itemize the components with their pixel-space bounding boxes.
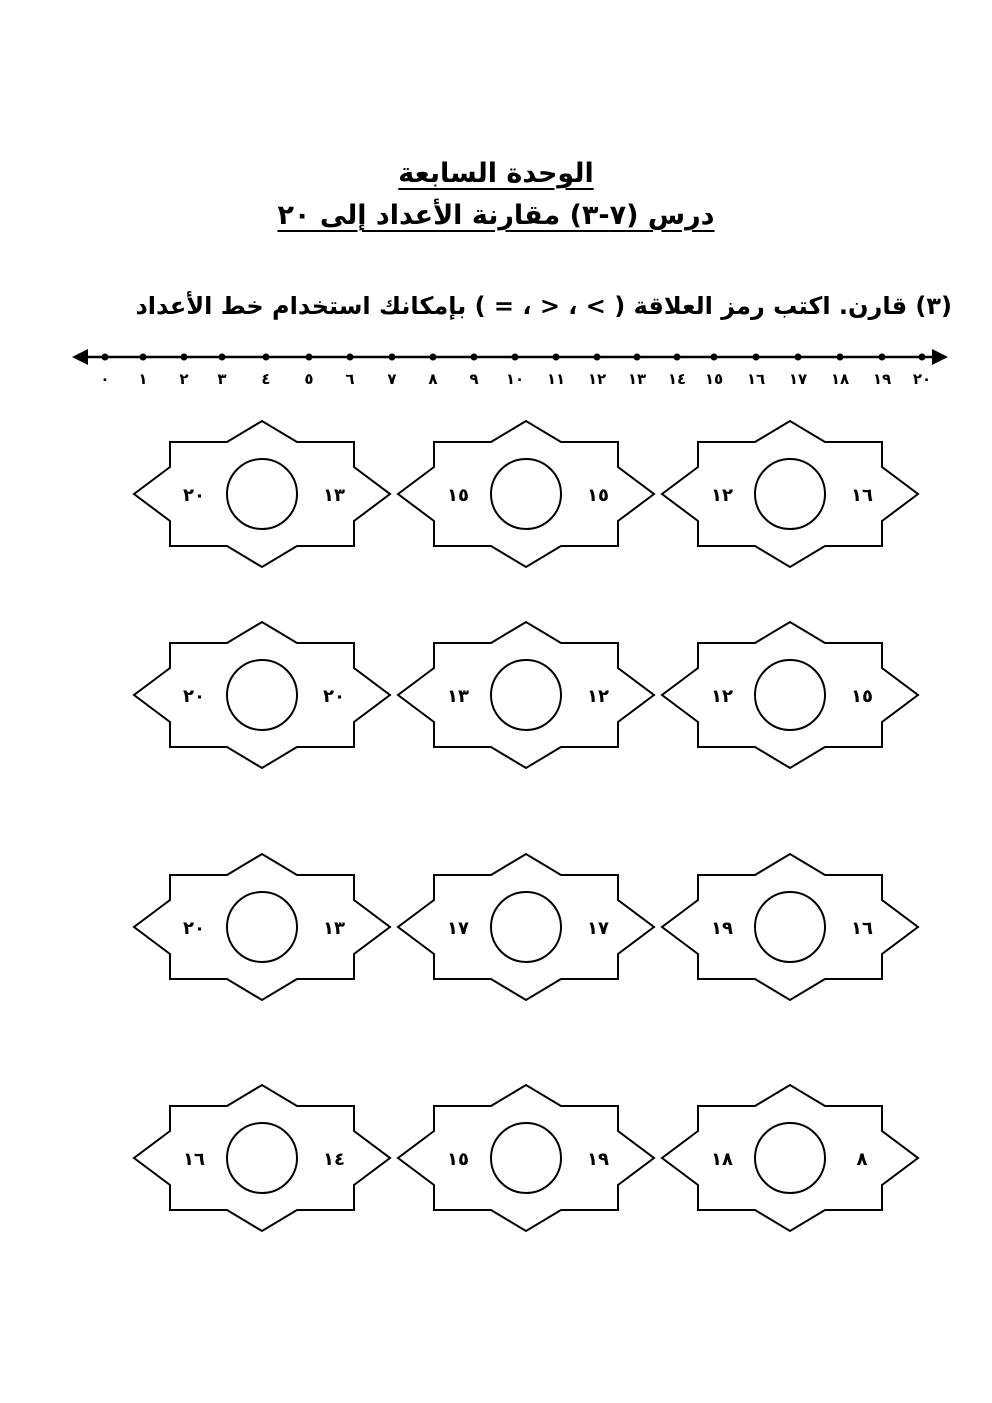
comparison-card (134, 421, 390, 567)
right-number: ٨ (856, 1149, 868, 1170)
left-number: ١٦ (183, 1149, 205, 1170)
number-line-label: ١٥ (704, 370, 724, 388)
number-line-label: ١٤ (667, 370, 687, 388)
arrow-right-icon (932, 349, 948, 365)
number-line-tick (263, 354, 270, 361)
left-number: ١٩ (711, 918, 733, 939)
comparison-card (134, 1085, 390, 1231)
number-line-tick (795, 354, 802, 361)
number-line-label: ٦ (345, 370, 355, 388)
answer-circle[interactable] (227, 660, 297, 730)
left-number: ٢٠ (183, 918, 205, 939)
answer-circle[interactable] (227, 459, 297, 529)
right-number: ١٣ (323, 485, 345, 506)
number-line-tick (634, 354, 641, 361)
comparison-card (398, 622, 654, 768)
number-line-label: ١٨ (830, 370, 850, 388)
left-number: ١٨ (711, 1149, 733, 1170)
left-number: ١٢ (711, 485, 733, 506)
number-line-tick (753, 354, 760, 361)
number-line-label: ٢٠ (912, 370, 932, 388)
answer-circle[interactable] (755, 892, 825, 962)
number-line-tick (919, 354, 926, 361)
comparison-card (398, 421, 654, 567)
number-line-label: ٨ (428, 370, 438, 388)
right-number: ١٤ (323, 1149, 345, 1170)
number-line-label: ٩ (469, 370, 479, 388)
comparison-card (134, 622, 390, 768)
answer-circle[interactable] (491, 459, 561, 529)
number-line-tick (471, 354, 478, 361)
number-line-label: ١٧ (788, 370, 808, 388)
comparison-card (662, 1085, 918, 1231)
number-line-tick (181, 354, 188, 361)
comparison-card (134, 854, 390, 1000)
number-line-tick (837, 354, 844, 361)
right-number: ١٣ (323, 918, 345, 939)
number-line-tick (674, 354, 681, 361)
left-number: ١٢ (711, 686, 733, 707)
number-line (72, 349, 948, 388)
comparison-card (662, 622, 918, 768)
left-number: ٢٠ (183, 485, 205, 506)
comparison-card (398, 1085, 654, 1231)
number-line-label: ٠ (100, 370, 110, 388)
unit-title-text: الوحدة السابعة (398, 158, 594, 189)
left-number: ١٧ (447, 918, 469, 939)
left-number: ١٣ (447, 686, 469, 707)
right-number: ٢٠ (323, 686, 345, 707)
number-line-label: ١٩ (872, 370, 892, 388)
right-number: ١٧ (587, 918, 609, 939)
number-line-label: ٥ (304, 370, 314, 388)
left-number: ١٥ (447, 1149, 469, 1170)
right-number: ١٦ (851, 485, 873, 506)
number-line-label: ١٦ (746, 370, 766, 388)
left-number: ٢٠ (183, 686, 205, 707)
comparison-card (662, 421, 918, 567)
number-line-tick (102, 354, 109, 361)
number-line-label: ١٢ (587, 370, 607, 388)
number-line-tick (430, 354, 437, 361)
number-line-tick (711, 354, 718, 361)
number-line-tick (389, 354, 396, 361)
lesson-title-text: درس (٧-٣) مقارنة الأعداد إلى ٢٠ (277, 200, 715, 231)
number-line-label: ١٣ (627, 370, 647, 388)
number-line-label: ٧ (387, 370, 397, 388)
number-line-tick (879, 354, 886, 361)
number-line-label: ٣ (217, 370, 227, 388)
number-line-label: ١٠ (505, 370, 525, 388)
answer-circle[interactable] (227, 1123, 297, 1193)
answer-circle[interactable] (755, 459, 825, 529)
answer-circle[interactable] (491, 660, 561, 730)
answer-circle[interactable] (491, 1123, 561, 1193)
answer-circle[interactable] (227, 892, 297, 962)
number-line-label: ٢ (179, 370, 189, 388)
left-number: ١٥ (447, 485, 469, 506)
answer-circle[interactable] (491, 892, 561, 962)
answer-circle[interactable] (755, 1123, 825, 1193)
right-number: ١٩ (587, 1149, 609, 1170)
number-line-tick (306, 354, 313, 361)
number-line-label: ٤ (261, 370, 271, 388)
number-line-tick (512, 354, 519, 361)
answer-circle[interactable] (755, 660, 825, 730)
number-line-tick (140, 354, 147, 361)
right-number: ١٥ (851, 686, 873, 707)
number-line-tick (219, 354, 226, 361)
number-line-tick (594, 354, 601, 361)
right-number: ١٢ (587, 686, 609, 707)
comparison-card (398, 854, 654, 1000)
arrow-left-icon (72, 349, 88, 365)
right-number: ١٦ (851, 918, 873, 939)
comparison-cards (134, 421, 918, 1231)
number-line-label: ١ (138, 370, 148, 388)
exercise-instruction: (٣) قارن. اكتب رمز العلاقة ( > ، < ، = ) بإمكانك استخدام خط الأعداد (135, 292, 952, 320)
number-line-tick (553, 354, 560, 361)
comparison-card (662, 854, 918, 1000)
number-line-tick (347, 354, 354, 361)
number-line-label: ١١ (546, 370, 566, 388)
right-number: ١٥ (587, 485, 609, 506)
